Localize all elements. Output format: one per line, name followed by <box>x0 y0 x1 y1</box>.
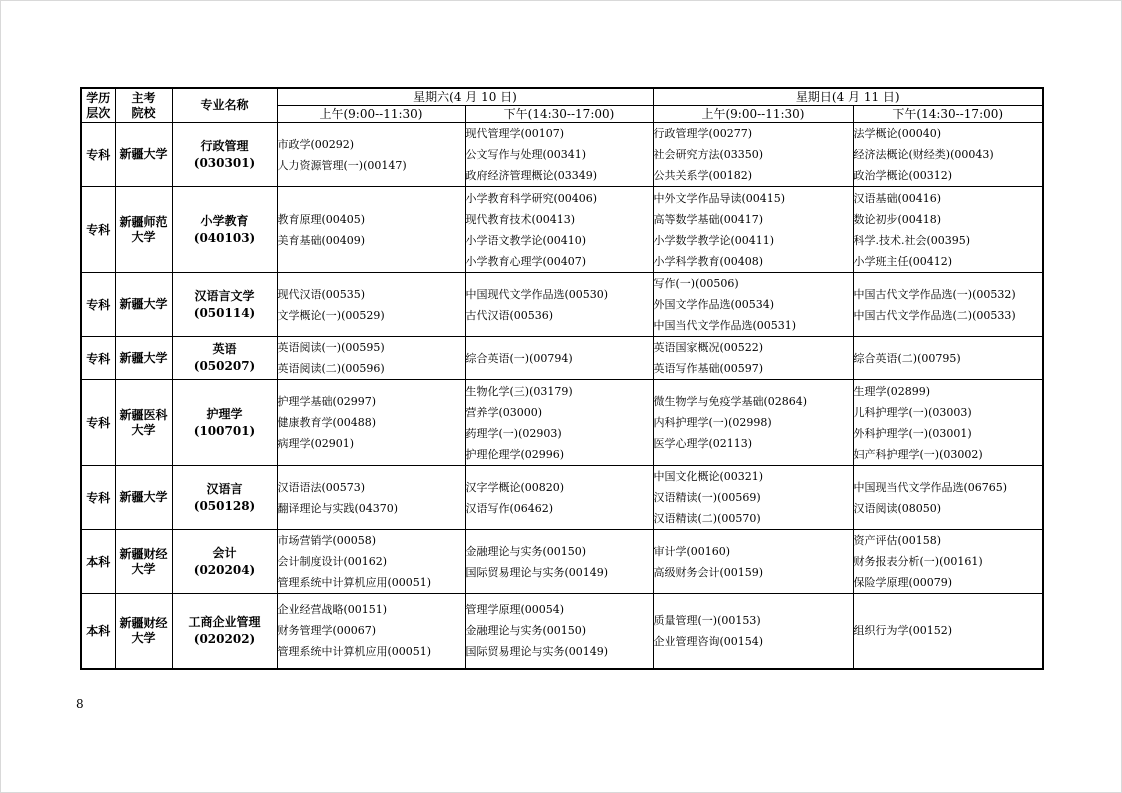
course-item: 英语国家概况(00522) <box>653 341 764 354</box>
major-code: (050207) <box>193 359 256 373</box>
exam-slot-sat-am <box>277 594 465 669</box>
course-item: 公共关系学(00182) <box>653 169 753 182</box>
major-code: (030301) <box>193 155 256 170</box>
major-cell <box>172 466 277 530</box>
course-item: 汉字学概论(00820) <box>465 480 565 494</box>
school-name-line: 大学 <box>131 561 156 576</box>
course-item: 教育原理(00405) <box>277 212 366 226</box>
course-item: 会计制度设计(00162) <box>277 555 388 568</box>
major-name: 小学教育 <box>200 213 249 228</box>
major-code: (020204) <box>193 562 256 577</box>
exam-slot-sat-pm <box>465 466 653 530</box>
level-header <box>81 88 115 123</box>
school-name-line: 大学 <box>131 229 156 244</box>
school-cell <box>115 123 172 187</box>
exam-slot-sun-am <box>653 466 853 530</box>
course-item: 现代管理学(00107) <box>465 127 565 140</box>
course-item: 法学概论(00040) <box>853 127 942 140</box>
course-item: 英语阅读(二)(00596) <box>277 362 385 375</box>
school-name-line: 新疆大学 <box>119 350 168 365</box>
course-item: 金融理论与实务(00150) <box>465 624 587 638</box>
course-item: 高等数学基础(00417) <box>653 212 764 226</box>
exam-slot-sun-am <box>653 187 853 273</box>
major-name: 汉语言 <box>206 481 243 496</box>
saturday-morning-header: 上午(9:00--11:30) <box>277 106 465 123</box>
course-item: 微生物学与免疫学基础(02864) <box>653 395 808 408</box>
major-name: 会计 <box>212 545 237 560</box>
school-cell <box>115 380 172 466</box>
exam-slot-sat-am <box>277 530 465 594</box>
course-item: 管理系统中计算机应用(00051) <box>277 645 432 659</box>
school-header-line: 院校 <box>131 105 156 120</box>
exam-slot-sat-pm <box>465 123 653 187</box>
school-name-line: 大学 <box>131 630 156 645</box>
exam-slot-sun-am <box>653 337 853 380</box>
table-row <box>81 187 1043 273</box>
course-item: 综合英语(二)(00795) <box>853 351 961 365</box>
course-item: 国际贸易理论与实务(00149) <box>465 565 609 579</box>
school-cell <box>115 337 172 380</box>
course-item: 文学概论(一)(00529) <box>277 308 385 322</box>
major-name: 工商企业管理 <box>188 614 261 629</box>
school-name-line: 新疆大学 <box>119 490 168 504</box>
exam-slot-sat-am <box>277 337 465 380</box>
exam-slot-sat-am <box>277 380 465 466</box>
education-level-cell: 本科 <box>81 530 115 594</box>
major-cell <box>172 594 277 669</box>
course-item: 英语阅读(一)(00595) <box>277 341 385 354</box>
level-header-line: 学历 <box>86 90 111 105</box>
course-item: 组织行为学(00152) <box>853 624 953 638</box>
course-item: 财务管理学(00067) <box>277 624 377 638</box>
exam-slot-sat-pm <box>465 380 653 466</box>
school-cell <box>115 273 172 337</box>
school-cell <box>115 530 172 594</box>
exam-slot-sun-pm <box>853 337 1043 380</box>
exam-slot-sat-pm <box>465 187 653 273</box>
level-header-line: 层次 <box>86 105 111 120</box>
course-item: 数论初步(00418) <box>853 212 942 226</box>
saturday-afternoon-header: 下午(14:30--17:00) <box>465 106 653 123</box>
school-name-line: 新疆大学 <box>119 297 168 311</box>
exam-slot-sun-pm <box>853 187 1043 273</box>
course-item: 政府经济管理概论(03349) <box>465 169 598 182</box>
major-code: (050128) <box>193 498 256 513</box>
exam-slot-sun-am <box>653 380 853 466</box>
course-item: 管理学原理(00054) <box>465 603 565 617</box>
exam-slot-sat-pm <box>465 530 653 594</box>
education-level-cell: 专科 <box>81 337 115 380</box>
major-code: (100701) <box>193 423 256 438</box>
course-item: 现代汉语(00535) <box>277 287 366 301</box>
course-item: 中国古代文学作品选(一)(00532) <box>853 287 1016 301</box>
course-item: 生物化学(三)(03179) <box>465 384 573 398</box>
education-level-cell: 专科 <box>81 273 115 337</box>
course-item: 中国现代文学作品选(00530) <box>465 287 609 301</box>
course-item: 企业管理咨询(00154) <box>653 634 764 648</box>
exam-slot-sun-pm <box>853 530 1043 594</box>
table-row <box>81 380 1043 466</box>
course-item: 国际贸易理论与实务(00149) <box>465 645 609 659</box>
exam-slot-sun-am <box>653 273 853 337</box>
major-code: (040103) <box>193 230 256 245</box>
education-level-cell: 专科 <box>81 466 115 530</box>
course-item: 社会研究方法(03350) <box>653 148 764 161</box>
course-item: 汉语写作(06462) <box>465 501 554 515</box>
course-item: 外科护理学(一)(03001) <box>853 426 972 440</box>
school-cell <box>115 466 172 530</box>
table-row <box>81 594 1043 669</box>
course-item: 小学语文教学论(00410) <box>465 233 587 247</box>
school-name-line: 新疆财经 <box>119 546 168 561</box>
course-item: 内科护理学(一)(02998) <box>653 416 772 429</box>
course-item: 汉语语法(00573) <box>277 480 366 494</box>
exam-slot-sat-pm <box>465 594 653 669</box>
course-item: 金融理论与实务(00150) <box>465 544 587 558</box>
major-name: 护理学 <box>206 406 243 421</box>
course-item: 财务报表分析(一)(00161) <box>853 555 983 568</box>
course-item: 中国现当代文学作品选(06765) <box>853 480 1008 494</box>
school-cell <box>115 594 172 669</box>
exam-slot-sun-am <box>653 594 853 669</box>
course-item: 中外文学作品导读(00415) <box>653 191 786 205</box>
course-item: 高级财务会计(00159) <box>653 565 764 579</box>
major-cell <box>172 187 277 273</box>
course-item: 古代汉语(00536) <box>465 308 554 322</box>
course-item: 营养学(03000) <box>465 405 543 419</box>
course-item: 汉语精读(二)(00570) <box>653 512 761 525</box>
saturday-header: 星期六(4 月 10 日) <box>277 88 653 106</box>
course-item: 现代教育技术(00413) <box>465 212 576 226</box>
sunday-afternoon-header: 下午(14:30--17:00) <box>853 106 1043 123</box>
exam-slot-sun-pm <box>853 380 1043 466</box>
course-item: 汉语阅读(08050) <box>853 501 942 515</box>
course-item: 管理系统中计算机应用(00051) <box>277 576 432 589</box>
course-item: 经济法概论(财经类)(00043) <box>853 148 994 161</box>
course-item: 护理伦理学(02996) <box>465 447 565 461</box>
course-item: 资产评估(00158) <box>853 534 942 547</box>
course-item: 儿科护理学(一)(03003) <box>853 405 972 419</box>
school-name-line: 新疆大学 <box>119 147 168 161</box>
header-row-days <box>81 88 1043 106</box>
course-item: 翻译理论与实践(04370) <box>277 501 399 515</box>
major-cell <box>172 273 277 337</box>
course-item: 中国文化概论(00321) <box>653 470 764 483</box>
major-cell <box>172 337 277 380</box>
course-item: 小学教育科学研究(00406) <box>465 191 598 205</box>
school-name-line: 新疆医科 <box>119 407 168 422</box>
table-row <box>81 530 1043 594</box>
course-item: 审计学(00160) <box>653 544 731 558</box>
table-row <box>81 273 1043 337</box>
course-item: 美育基础(00409) <box>277 233 366 247</box>
course-item: 护理学基础(02997) <box>277 395 377 408</box>
major-name: 行政管理 <box>200 138 249 153</box>
course-item: 科学.技术.社会(00395) <box>853 233 971 247</box>
course-item: 小学数学教学论(00411) <box>653 233 775 247</box>
major-cell <box>172 123 277 187</box>
exam-slot-sat-am <box>277 466 465 530</box>
course-item: 医学心理学(02113) <box>653 437 753 450</box>
course-item: 质量管理(一)(00153) <box>653 613 761 627</box>
education-level-cell: 专科 <box>81 380 115 466</box>
course-item: 病理学(02901) <box>277 437 355 450</box>
school-name-line: 新疆师范 <box>119 214 168 229</box>
sunday-header: 星期日(4 月 11 日) <box>653 88 1043 106</box>
exam-slot-sun-pm <box>853 594 1043 669</box>
course-item: 小学科学教育(00408) <box>653 254 764 268</box>
course-item: 企业经营战略(00151) <box>277 603 388 617</box>
course-item: 中国当代文学作品选(00531) <box>653 319 797 332</box>
course-item: 汉语精读(一)(00569) <box>653 491 761 504</box>
course-item: 市政学(00292) <box>277 137 355 151</box>
course-item: 政治学概论(00312) <box>853 169 953 182</box>
course-item: 英语写作基础(00597) <box>653 362 764 375</box>
exam-slot-sun-am <box>653 123 853 187</box>
exam-slot-sat-am <box>277 273 465 337</box>
course-item: 药理学(一)(02903) <box>465 426 562 440</box>
course-item: 健康教育学(00488) <box>277 416 377 429</box>
table-row <box>81 123 1043 187</box>
exam-slot-sun-am <box>653 530 853 594</box>
course-item: 中国古代文学作品选(二)(00533) <box>853 308 1016 322</box>
course-item: 综合英语(一)(00794) <box>465 351 573 365</box>
education-level-cell: 专科 <box>81 187 115 273</box>
exam-schedule-table <box>80 87 1044 670</box>
course-item: 生理学(02899) <box>853 384 931 398</box>
course-item: 汉语基础(00416) <box>853 191 942 205</box>
course-item: 写作(一)(00506) <box>653 277 739 290</box>
major-header: 专业名称 <box>172 88 277 123</box>
education-level-cell: 专科 <box>81 123 115 187</box>
school-header <box>115 88 172 123</box>
exam-slot-sun-pm <box>853 466 1043 530</box>
exam-slot-sat-am <box>277 123 465 187</box>
school-name-line: 新疆财经 <box>119 615 168 630</box>
major-cell <box>172 530 277 594</box>
course-item: 市场营销学(00058) <box>277 534 377 547</box>
school-header-line: 主考 <box>131 90 156 105</box>
major-name: 汉语言文学 <box>194 288 255 303</box>
table-row <box>81 466 1043 530</box>
course-item: 小学班主任(00412) <box>853 254 953 268</box>
course-item: 人力资源管理(一)(00147) <box>277 158 407 172</box>
table-row <box>81 337 1043 380</box>
course-item: 行政管理学(00277) <box>653 127 753 140</box>
exam-slot-sun-pm <box>853 273 1043 337</box>
major-cell <box>172 380 277 466</box>
course-item: 小学教育心理学(00407) <box>465 254 587 268</box>
major-code: (020202) <box>193 631 256 646</box>
exam-slot-sat-pm <box>465 273 653 337</box>
exam-slot-sat-am <box>277 187 465 273</box>
exam-slot-sat-pm <box>465 337 653 380</box>
course-item: 外国文学作品选(00534) <box>653 298 775 311</box>
course-item: 保险学原理(00079) <box>853 576 953 589</box>
course-item: 公文写作与处理(00341) <box>465 148 587 161</box>
education-level-cell: 本科 <box>81 594 115 669</box>
school-cell <box>115 187 172 273</box>
school-name-line: 大学 <box>131 422 156 437</box>
course-item: 妇产科护理学(一)(03002) <box>853 447 983 461</box>
major-name: 英语 <box>212 342 237 356</box>
page-number: 8 <box>76 697 84 711</box>
major-code: (050114) <box>193 305 256 320</box>
sunday-morning-header: 上午(9:00--11:30) <box>653 106 853 123</box>
exam-slot-sun-pm <box>853 123 1043 187</box>
